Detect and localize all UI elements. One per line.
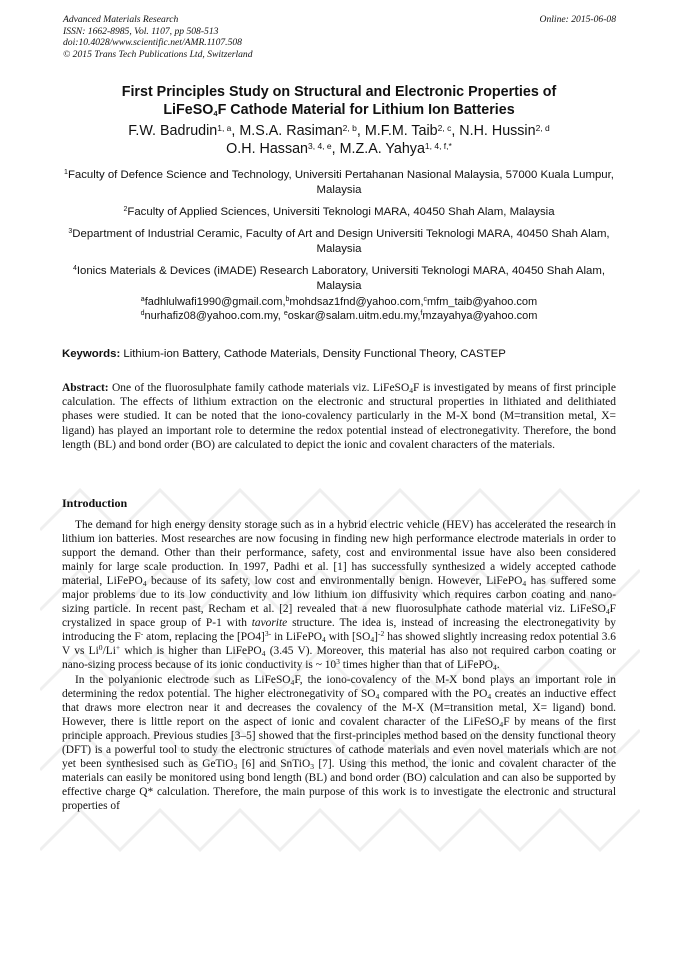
journal-doi[interactable]: doi:10.4028/www.scientific.net/AMR.1107.508 [63,37,242,49]
affiliation-3: $^3$Department of Industrial Ceramic, Faculty of Art and Design Universiti Teknologi MARA, 40450 Shah Alam, Malaysia [68,228,610,255]
email-link[interactable]: fadhlulwafi1990@gmail.com [144,296,283,308]
affiliation-1: $^1$Faculty of Defence Science and Technology, Universiti Pertahanan Nasional Malaysia, 57000 Kuala Lumpur, Malaysia [64,169,614,196]
author-line-2: O.H. Hassan$^{3, 4, e}$, M.Z.A. Yahya$^{1, 4, f,*}$ [226,141,452,157]
email-link[interactable]: mzayahya@yahoo.com [422,309,538,322]
author-name: N.H. Hussin [459,123,536,139]
affiliation-4: $^4$Ionics Materials & Devices (iMADE) Research Laboratory, Universiti Teknologi MARA, 40450 Shah Alam, Malaysia [72,265,606,292]
journal-issn: ISSN: 1662-8985, Vol. 1107, pp 508-513 [63,25,219,37]
author-name: M.Z.A. Yahya [339,141,425,157]
introduction-body [62,518,616,813]
journal-name: Advanced Materials Research [63,14,179,25]
email-line-2: $^d$nurhafiz08@yahoo.com.my, $^e$oskar@salam.uitm.edu.my,$^f$mzayahya@yahoo.com [140,309,538,322]
email-line-1: $^a$fadhlulwafi1990@gmail.com,$^b$mohdsaz1fnd@yahoo.com,$^c$mfm_taib@yahoo.com [140,296,538,308]
keywords-label: Keywords: [62,348,121,360]
author-line-1: F.W. Badrudin$^{1, a}$, M.S.A. Rasiman$^{2, b}$, M.F.M. Taib$^{2, c}$, N.H. Hussin$^{2, d}$ [128,123,550,139]
email-link[interactable]: nurhafiz08@yahoo.com.my [144,309,278,322]
title-line-2: LiFeSO$_4$F Cathode Material for Lithium Ion Batteries [163,101,515,118]
keywords [62,347,616,361]
title-line-1: First Principles Study on Structural and Electronic Properties of [121,84,557,100]
author-name: M.S.A. Rasiman [239,123,343,139]
paragraph-2: In the polyanionic electrode such as LiFeSO$_4$F, the iono-covalency of the M-X bond plays an important role in determining the redox potential. The higher electronegativity of $SO_4$ compared with the $PO_4$ creates an inductive effect that draws more electron near it and decreases the covalency of the M-X (M=transition metal, X= ligand) bond. However, there is little report on the aspect of ionic and covalent character of the LiFeSO$_4$F by means of the first principle approach. Previous studies [3–5] showed that the first-principles method based on the density functional theory (DFT) is a powerful tool to study the electronic structures of cathode materials and even novel materials which are not yet been synthesised such as GeTiO$_3$ [6] and SnTiO$_3$ [7]. Using this method, the ionic and covalent character of the materials can easily be monitored using bond length (BL) and bond order (BO) calculation and can also be supported by effective charge Q* calculation. Therefore, the main purpose of this work is to investigate the electronic and structural properties of [62,673,616,812]
paragraph-1: The demand for high energy density storage such as in a hybrid electric vehicle (HEV) has accelerated the research in lithium ion batteries. Most researches are now focusing in finding new high performance electrode materials in order to support the demand. Other than their performance, safety, cost and environmental issue have also been considered mainly for large scale production. In 1997, Padhi et al. [1] has successfully synthesized a widely accepted cathode material, LiFePO$_4$ because of its safety, low cost and environmentally benign. However, LiFePO$_4$ has suffered some major problems due to its low conductivity and low lithium ion diffusivity which requires carbon coating and nano-sizing particle. In recent past, Recham et al. [2] revealed that a new fluorosulphate cathode material viz. LiFeSO$_4$F crystalized in space group of P-1 with tavorite structure. The idea is, instead of increasing the electronegativity by introducing the F- atom, replacing the $[PO4]^{3-}$ in LiFePO$_4$ with $[SO_4]^{-2}$ has showed slightly increasing redox potential 3.6 V vs Li$^0$/Li+ which is higher than LiFePO$_4$ (3.45 V). Moreover, this material has also not required carbon coating or nano-sizing process because of its ionic conductivity is ~ $10^3$ times higher than that of LiFePO$_4$. [62,519,616,673]
keywords-text: Lithium-ion Battery, Cathode Materials, Density Functional Theory, CASTEP [123,348,506,360]
paper-title [60,84,618,119]
author-name: O.H. Hassan [226,141,308,157]
author-list [60,122,618,158]
journal-copyright: © 2015 Trans Tech Publications Ltd, Switzerland [63,48,253,60]
author-name: M.F.M. Taib [364,123,438,139]
author-emails [62,296,616,323]
journal-header [63,14,253,60]
email-link[interactable]: oskar@salam.uitm.edu.my [287,309,418,322]
email-link[interactable]: mfm_taib@yahoo.com [427,296,538,308]
section-heading-introduction: Introduction [62,496,128,510]
affiliations [62,168,616,301]
abstract-label: Abstract: [62,382,109,394]
email-link[interactable]: mohdsaz1fnd@yahoo.com [289,296,421,308]
affiliation-2: $^2$Faculty of Applied Sciences, Universiti Teknologi MARA, 40450 Shah Alam, Malaysia [123,205,555,218]
abstract: Abstract: One of the fluorosulphate family cathode materials viz. LiFeSO$_4$F is investigated by means of first principle calculation. The effects of lithium extraction on the electronic and structural properties in lithiated and delithiated phases were studied. It can be noted that the iono-covalency particularly in the M-X bond (M=transition metal, X= ligand) has played an important role to determine the redox potential instead of electronegativity. Therefore, the bond length (BL) and bond order (BO) are calculated to depict the ionic and covalent characters of the materials. [62,382,616,451]
online-date: Online: 2015-06-08 [539,14,616,25]
author-name: F.W. Badrudin [128,123,218,139]
